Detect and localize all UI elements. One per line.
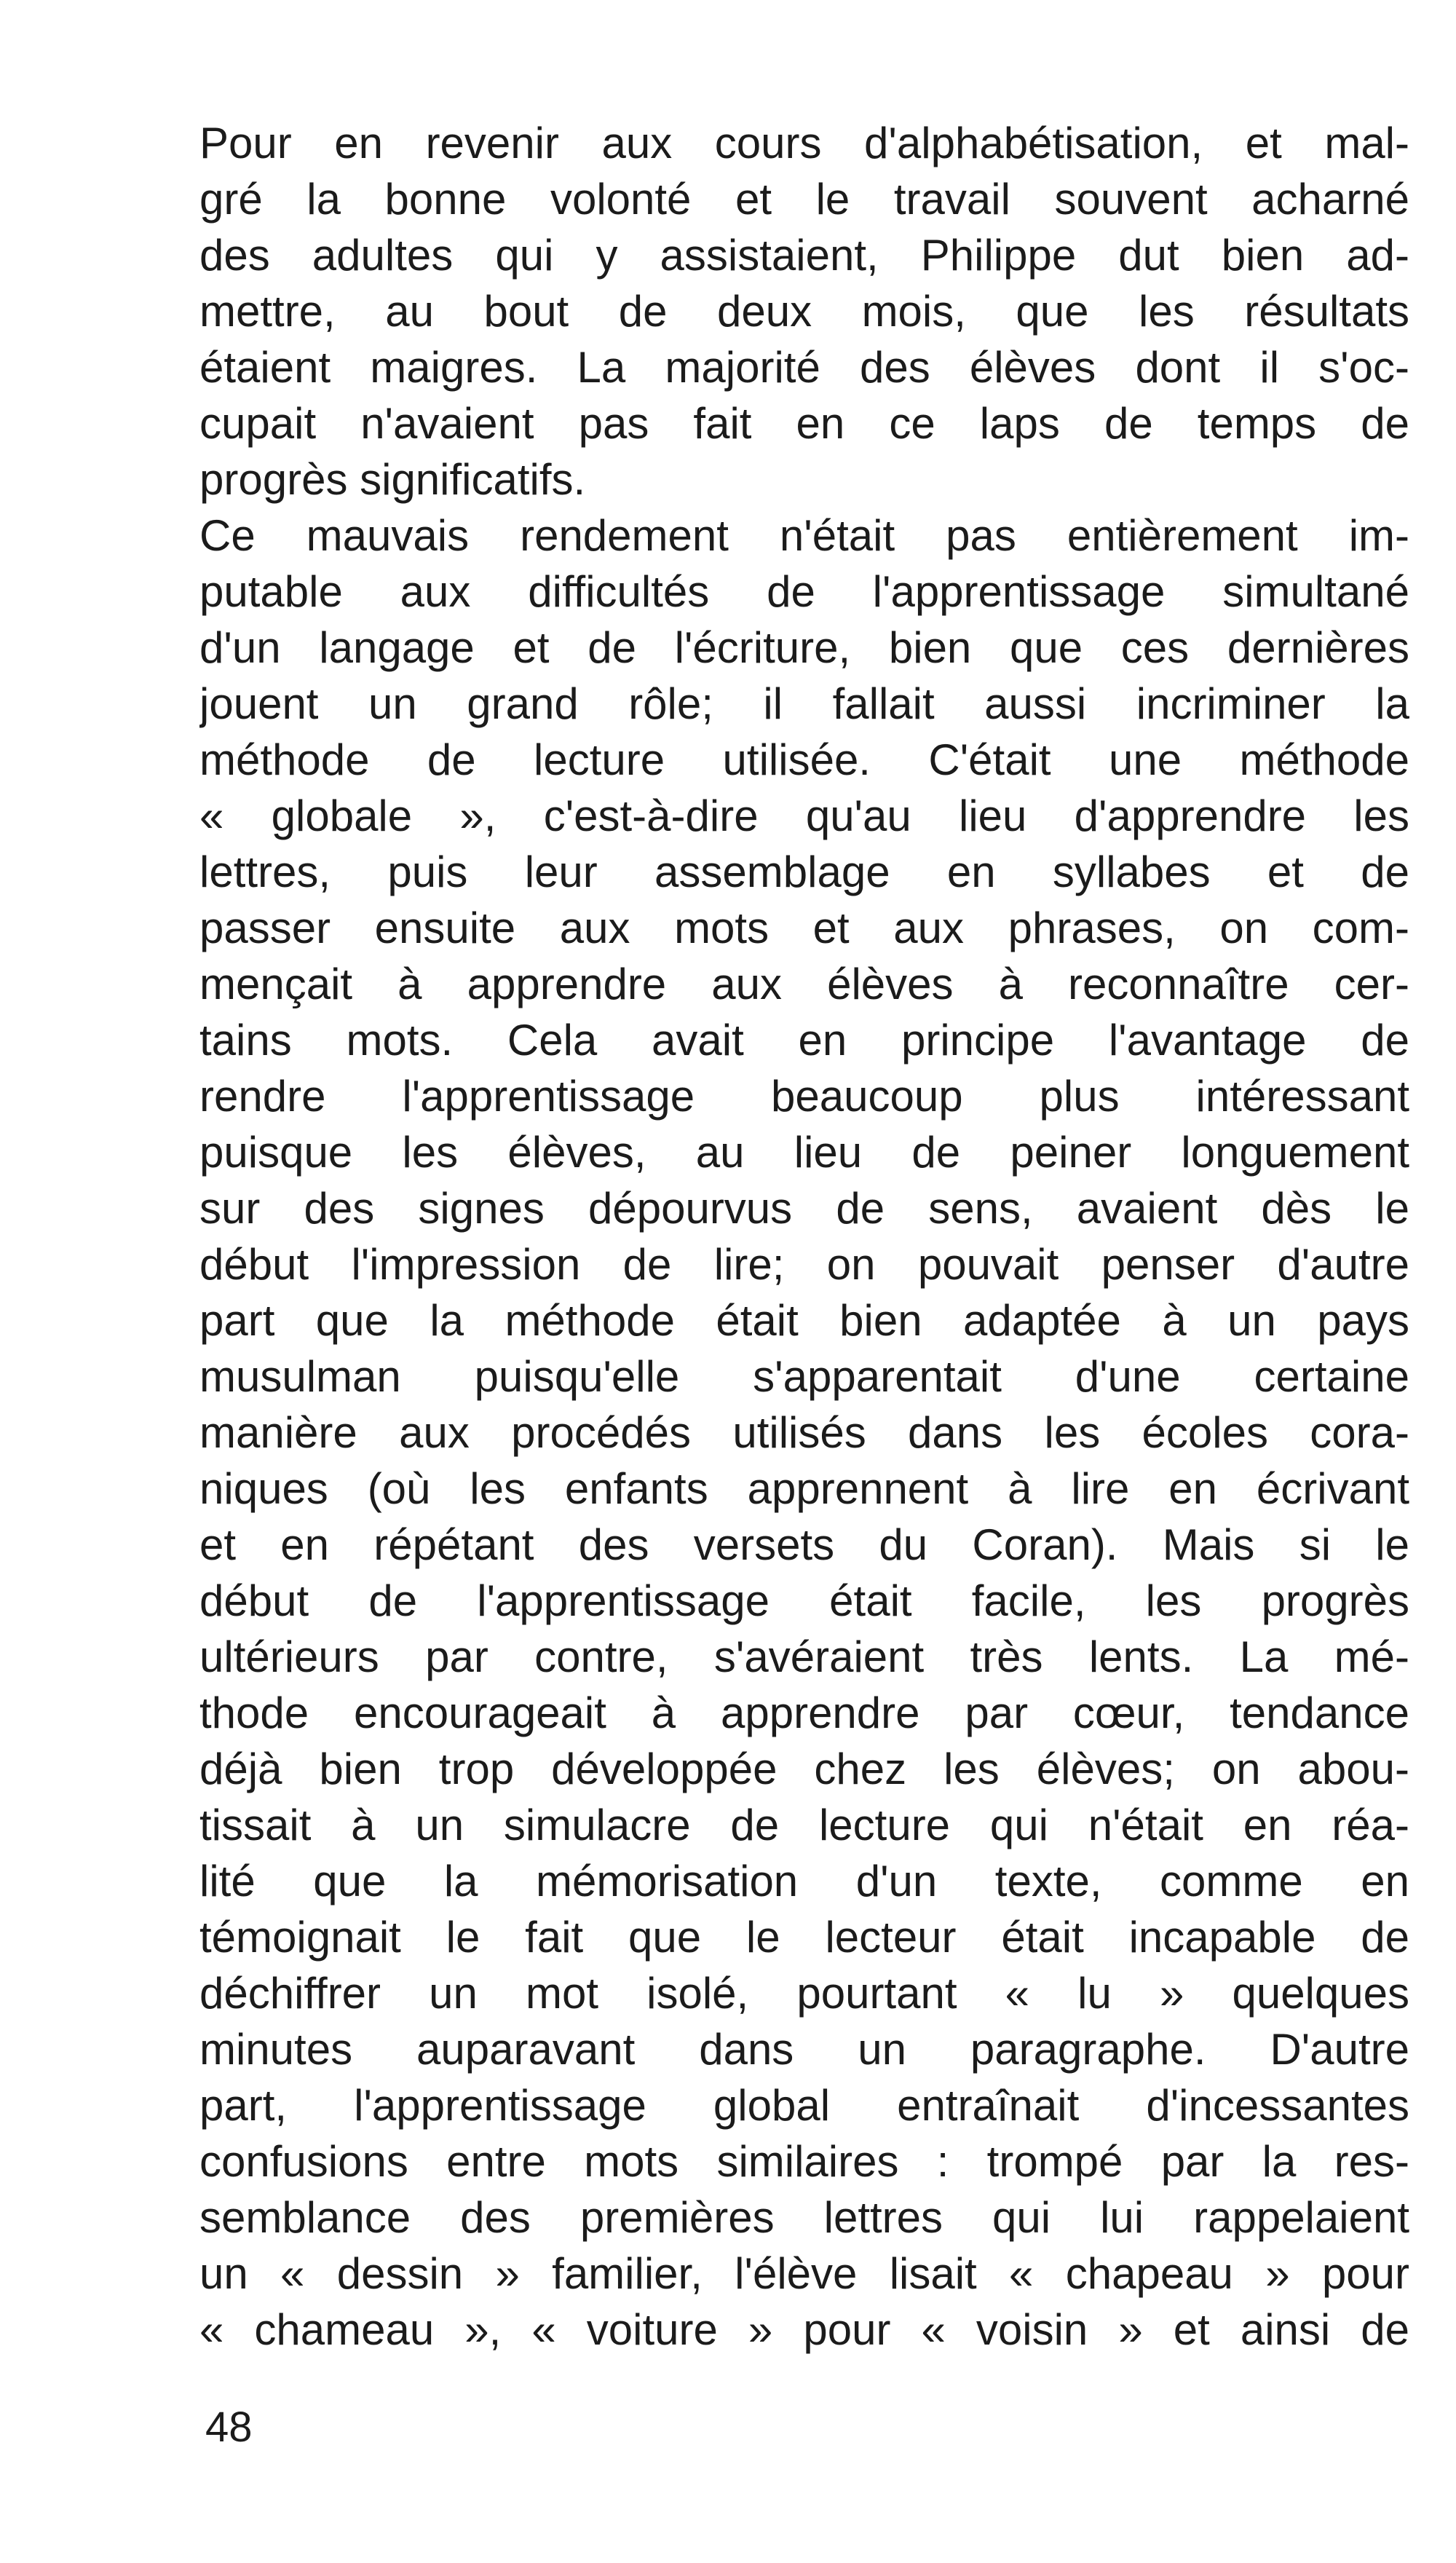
text-line: déjà bien trop développée chez les élèves; on abou- [199, 1745, 1409, 1793]
text-line: puisque les élèves, au lieu de peiner longuement [199, 1128, 1409, 1177]
text-line: confusions entre mots similaires : trompé par la res- [199, 2137, 1409, 2186]
text-line: et en répétant des versets du Coran). Mais si le [199, 1520, 1409, 1569]
text-line: part, l'apprentissage global entraînait d'incessantes [199, 2081, 1409, 2130]
text-line: « chameau », « voiture » pour « voisin » et ainsi de [199, 2305, 1409, 2354]
text-line: Pour en revenir aux cours d'alphabétisation, et mal- [199, 119, 1409, 167]
text-line: putable aux difficultés de l'apprentissage simultané [199, 567, 1409, 616]
page-number: 48 [205, 2404, 253, 2451]
text-line: tains mots. Cela avait en principe l'avantage de [199, 1016, 1409, 1065]
text-line: semblance des premières lettres qui lui rappelaient [199, 2193, 1409, 2242]
text-line: déchiffrer un mot isolé, pourtant « lu » quelques [199, 1969, 1409, 2018]
text-line: étaient maigres. La majorité des élèves dont il s'oc- [199, 343, 1409, 392]
text-line: jouent un grand rôle; il fallait aussi incriminer la [199, 679, 1409, 728]
text-line: thode encourageait à apprendre par cœur, tendance [199, 1689, 1409, 1737]
text-line: progrès significatifs. [199, 455, 586, 504]
text-line: mettre, au bout de deux mois, que les résultats [199, 287, 1409, 336]
text-line [199, 2358, 1409, 2414]
text-line: début l'impression de lire; on pouvait penser d'autre [199, 1240, 1409, 1289]
text-line: lité que la mémorisation d'un texte, comme en [199, 1857, 1409, 1906]
text-line: rendre l'apprentissage beaucoup plus intéressant [199, 1072, 1409, 1121]
text-line: ultérieurs par contre, s'avéraient très lents. La mé- [199, 1632, 1409, 1681]
text-line: Ce mauvais rendement n'était pas entièrement im- [199, 511, 1409, 560]
text-line: des adultes qui y assistaient, Philippe dut bien ad- [199, 231, 1409, 280]
body-text [199, 115, 1409, 2470]
text-line: méthode de lecture utilisée. C'était une méthode [199, 735, 1409, 784]
text-line: cupait n'avaient pas fait en ce laps de temps de [199, 399, 1409, 448]
text-line: passer ensuite aux mots et aux phrases, on com- [199, 904, 1409, 952]
text-line: minutes auparavant dans un paragraphe. D'autre [199, 2025, 1409, 2074]
text-line: manière aux procédés utilisés dans les écoles cora- [199, 1408, 1409, 1457]
text-line: début de l'apprentissage était facile, les progrès [199, 1576, 1409, 1625]
text-line: sur des signes dépourvus de sens, avaient dès le [199, 1184, 1409, 1233]
text-line: part que la méthode était bien adaptée à un pays [199, 1296, 1409, 1345]
text-line: « globale », c'est-à-dire qu'au lieu d'apprendre les [199, 791, 1409, 840]
text-line: gré la bonne volonté et le travail souvent acharné [199, 175, 1409, 224]
text-line: lettres, puis leur assemblage en syllabes et de [199, 848, 1409, 896]
text-line [199, 2414, 1409, 2470]
text-line: niques (où les enfants apprennent à lire en écrivant [199, 1464, 1409, 1513]
text-line: un « dessin » familier, l'élève lisait « chapeau » pour [199, 2249, 1409, 2298]
text-line: mençait à apprendre aux élèves à reconnaître cer- [199, 960, 1409, 1008]
text-line: musulman puisqu'elle s'apparentait d'une certaine [199, 1352, 1409, 1401]
text-line: témoignait le fait que le lecteur était incapable de [199, 1913, 1409, 1962]
paragraph-1 [199, 115, 1409, 508]
paragraph-2 [199, 508, 1409, 2470]
text-line: tissait à un simulacre de lecture qui n'était en réa- [199, 1801, 1409, 1849]
text-line: d'un langage et de l'écriture, bien que ces dernières [199, 623, 1409, 672]
